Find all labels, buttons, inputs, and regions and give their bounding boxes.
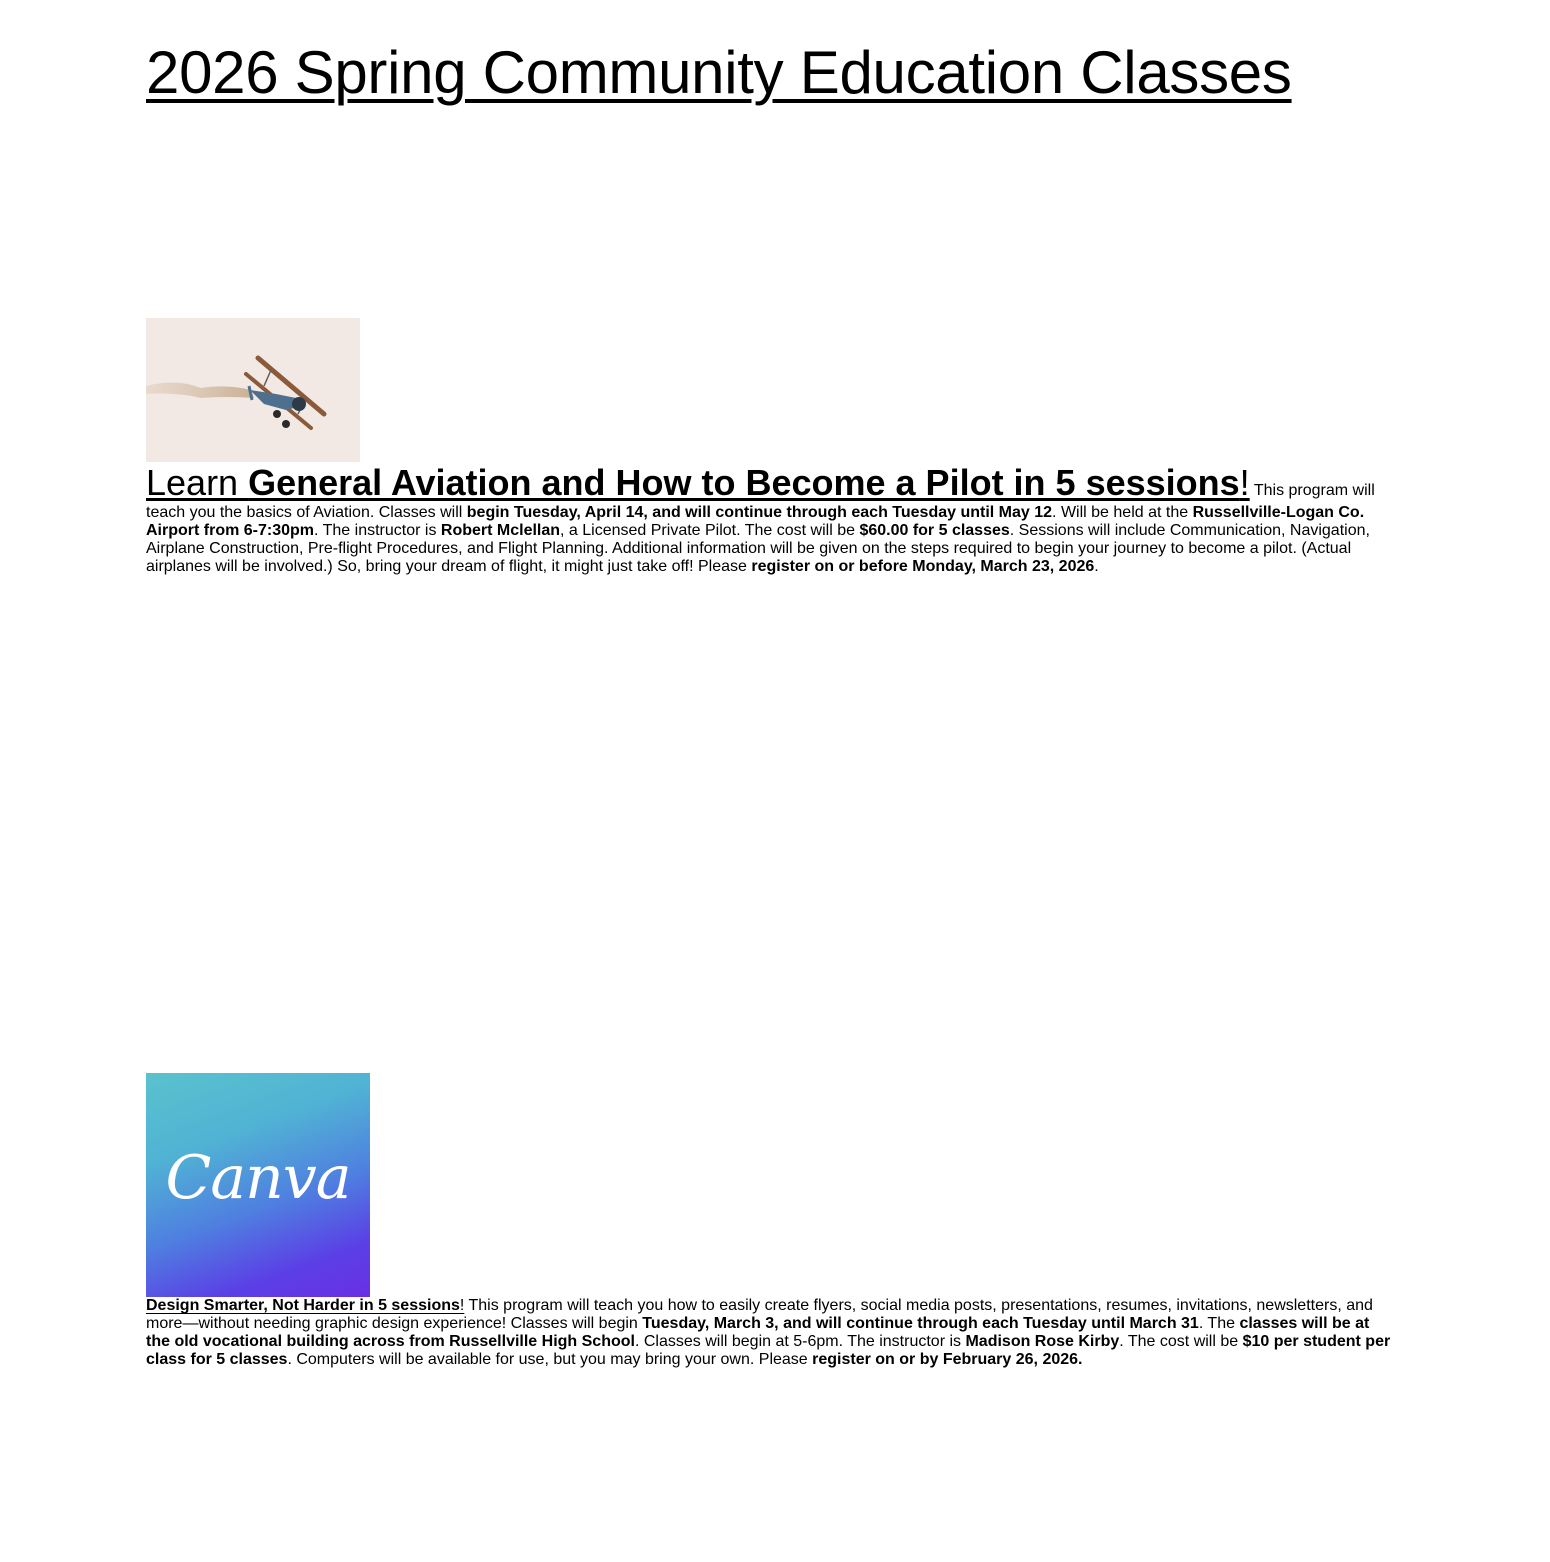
text-segment: ! bbox=[459, 1297, 465, 1314]
text-segment: register on or by February 26, 2026. bbox=[812, 1351, 1083, 1368]
text-segment: register on or before Monday, March 23, 2026 bbox=[751, 558, 1095, 575]
text-segment: . bbox=[1094, 558, 1099, 575]
text-segment: This program will teach you the basics of Aviation. Classes will bbox=[146, 482, 1375, 521]
text-segment: ! bbox=[1239, 462, 1250, 503]
text-segment: . Sessions will include Communication, Navigation, Airplane Construction, Pre-flight Procedures, and Flight Planning. Additional information will be given on the steps required to begin your journey to become a pilot. (Actual airplanes will be involved.) So, bring your dream of flight, it might just take off! Please bbox=[146, 522, 1370, 575]
text-segment: $10 per student per class for 5 classes bbox=[146, 1333, 1391, 1368]
biplane-photo bbox=[158, 174, 372, 318]
canva-logo-image bbox=[150, 849, 374, 1073]
text-segment: Learn bbox=[146, 462, 249, 503]
canva-text bbox=[146, 1297, 1390, 1368]
text-segment: , a Licensed Private Pilot. The cost will be bbox=[560, 522, 860, 539]
text-segment: Russellville-Logan Co. Airport from 6-7:30pm bbox=[146, 504, 1365, 539]
text-segment: classes will be at the old vocational building across from Russellville High School bbox=[146, 1315, 1370, 1350]
text-segment: Robert Mclellan bbox=[440, 522, 561, 539]
canva-logo-text: Canva bbox=[165, 1143, 351, 1213]
text-segment: $60.00 for 5 classes bbox=[859, 522, 1010, 539]
canva-class-description bbox=[146, 849, 1392, 1073]
text-segment: . Will be held at the bbox=[1052, 504, 1193, 521]
text-segment: Tuesday, March 3, and will continue through each Tuesday until March 31 bbox=[642, 1315, 1199, 1332]
text-segment: . The cost will be bbox=[1119, 1333, 1243, 1350]
text-segment: Madison Rose Kirby bbox=[965, 1333, 1120, 1350]
aviation-class-section bbox=[146, 174, 1392, 576]
text-segment: This program will teach you how to easily create flyers, social media posts, presentations, resumes, invitations, newsletters, and more—without needing graphic design experience! Classes will begin bbox=[146, 1297, 1373, 1332]
aviation-class-description bbox=[146, 174, 1392, 318]
page-title: 2026 Spring Community Education Classes bbox=[146, 39, 1292, 106]
text-segment: . The instructor is bbox=[314, 522, 441, 539]
text-segment: begin Tuesday, April 14, and will continue through each Tuesday until May 12 bbox=[466, 504, 1053, 521]
canva-logo-icon bbox=[146, 1073, 370, 1297]
text-segment: . Computers will be available for use, but you may bring your own. Please bbox=[287, 1351, 813, 1368]
text-segment: Design Smarter, Not Harder in 5 sessions bbox=[146, 1297, 460, 1314]
canva-class-section bbox=[146, 849, 1392, 1369]
text-segment: . The bbox=[1198, 1315, 1240, 1332]
aviation-text bbox=[146, 462, 1375, 575]
biplane-icon bbox=[146, 318, 360, 462]
text-segment: General Aviation and How to Become a Pilot in 5 sessions bbox=[248, 462, 1240, 503]
text-segment: . Classes will begin at 5-6pm. The instructor is bbox=[634, 1333, 966, 1350]
